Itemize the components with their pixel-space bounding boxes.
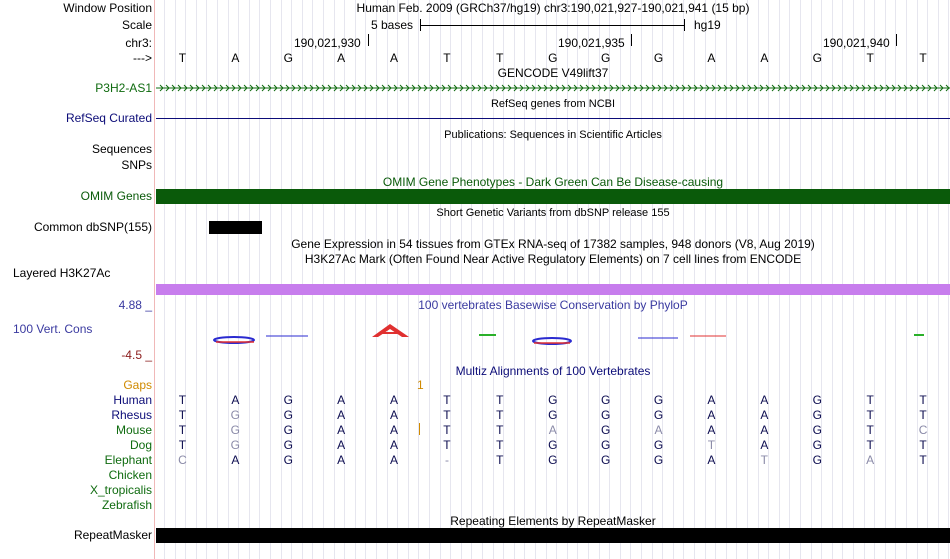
conservation-glyph-G2: [533, 338, 571, 344]
coord-tick-2: [631, 34, 632, 46]
alignment-base: T: [496, 408, 504, 422]
alignment-base: A: [390, 393, 399, 407]
repeatmasker-feature[interactable]: [156, 528, 950, 543]
alignment-base: A: [760, 438, 769, 452]
species-label-elephant[interactable]: Elephant: [104, 453, 152, 467]
alignment-base: T: [496, 438, 504, 452]
alignment-base: G: [548, 408, 558, 422]
coord-label-1: 190,021,930: [294, 36, 361, 50]
alignment-base: A: [707, 408, 716, 422]
dna-base: G: [548, 51, 558, 65]
omim-gene-feature[interactable]: [156, 189, 950, 204]
alignment-base: G: [600, 423, 611, 437]
alignment-base: T: [443, 393, 451, 407]
coord-tick-1: [368, 34, 369, 46]
coord-label-2: 190,021,935: [558, 36, 625, 50]
dna-base: A: [390, 51, 399, 65]
alignment-base: T: [866, 408, 874, 422]
scale-label: Scale: [121, 18, 152, 32]
mouse-insertion-marker: [419, 423, 420, 435]
alignment-base: A: [390, 423, 399, 437]
alignment-base: G: [230, 438, 241, 452]
repeatmasker-label[interactable]: RepeatMasker: [73, 528, 152, 542]
alignment-base: A: [337, 453, 346, 467]
scale-db-label: hg19: [694, 18, 721, 32]
alignment-base: T: [919, 453, 927, 467]
alignment-base: A: [548, 423, 557, 437]
refseq-track-title: RefSeq genes from NCBI: [490, 98, 616, 110]
alignment-base: A: [866, 453, 875, 467]
alignment-base: A: [760, 393, 769, 407]
dna-base: G: [812, 51, 822, 65]
alignment-base: G: [283, 393, 293, 407]
alignment-base: T: [496, 453, 504, 467]
alignment-base: G: [548, 453, 558, 467]
dna-base: A: [337, 51, 346, 65]
alignment-base: T: [707, 438, 716, 452]
alignment-base: T: [443, 438, 451, 452]
alignment-base: G: [812, 453, 822, 467]
publications-track-title: Publications: Sequences in Scientific Articles: [444, 129, 662, 141]
alignment-base: G: [653, 453, 664, 467]
dna-base: G: [283, 51, 293, 65]
alignment-base: G: [600, 438, 611, 452]
alignment-base: A: [231, 453, 240, 467]
alignment-base: A: [337, 423, 346, 437]
alignment-base: A: [337, 438, 346, 452]
alignment-base: C: [918, 423, 928, 437]
conservation-glyph-A: [372, 324, 409, 337]
alignment-base: G: [548, 393, 558, 407]
gencode-gene-label[interactable]: P3H2-AS1: [95, 81, 152, 95]
dbsnp-variant-feature[interactable]: [209, 221, 262, 234]
window-position-label: Window Position: [63, 1, 152, 15]
alignment-base: G: [283, 438, 293, 452]
dna-base: A: [231, 51, 240, 65]
alignment-base: G: [812, 393, 822, 407]
repeatmasker-track-title: Repeating Elements by RepeatMasker: [450, 514, 656, 528]
alignment-base: T: [866, 438, 874, 452]
alignment-base: A: [707, 393, 716, 407]
dna-base: T: [919, 51, 927, 65]
coord-label-3: 190,021,940: [823, 36, 890, 50]
label-divider: [154, 0, 155, 559]
species-label-x_tropicalis[interactable]: X_tropicalis: [89, 483, 152, 497]
alignment-base: T: [178, 438, 187, 452]
omim-genes-label[interactable]: OMIM Genes: [80, 189, 152, 203]
dna-base: A: [707, 51, 716, 65]
alignment-base: T: [178, 423, 187, 437]
alignment-base: T: [866, 393, 874, 407]
conservation-min-label: -4.5 _: [121, 348, 152, 362]
snps-label[interactable]: SNPs: [121, 158, 152, 172]
alignment-base: A: [390, 408, 399, 422]
species-label-zebrafish[interactable]: Zebrafish: [101, 498, 152, 512]
alignment-base: G: [283, 423, 293, 437]
alignment-base: G: [812, 438, 822, 452]
conservation-max-label: 4.88 _: [118, 298, 152, 312]
gtex-track-title: Gene Expression in 54 tissues from GTEx RNA-seq of 17382 samples, 948 donors (V8, Aug 2019): [291, 237, 815, 251]
assembly-position-text: Human Feb. 2009 (GRCh37/hg19) chr3:190,021,927-190,021,941 (15 bp): [356, 1, 750, 15]
alignment-base: G: [653, 408, 664, 422]
alignment-base: G: [600, 393, 611, 407]
alignment-base: T: [760, 453, 769, 467]
dbsnp-track-title: Short Genetic Variants from dbSNP release 155: [436, 207, 670, 219]
alignment-base: T: [178, 408, 187, 422]
alignment-base: G: [548, 438, 558, 452]
conservation-plot[interactable]: [156, 318, 950, 348]
chrom-label: chr3:: [125, 36, 152, 50]
alignment-base: T: [496, 393, 504, 407]
alignment-base: G: [653, 393, 664, 407]
alignment-base: G: [812, 423, 822, 437]
alignment-base: A: [654, 423, 663, 437]
alignment-base: G: [230, 408, 241, 422]
alignment-base: A: [760, 423, 769, 437]
species-label-dog[interactable]: Dog: [129, 438, 152, 452]
species-label-chicken[interactable]: Chicken: [108, 468, 152, 482]
coord-tick-3: [896, 34, 897, 46]
dna-base: T: [178, 51, 187, 65]
alignment-base: A: [390, 438, 399, 452]
alignment-base: A: [390, 453, 399, 467]
alignment-base: A: [337, 408, 346, 422]
alignment-base: T: [496, 423, 504, 437]
alignment-base: T: [443, 408, 451, 422]
scale-bar: [420, 25, 684, 26]
gaps-label[interactable]: Gaps: [123, 378, 152, 392]
common-dbsnp-label[interactable]: Common dbSNP(155): [33, 220, 152, 234]
dna-base: T: [866, 51, 874, 65]
alignment-base: -: [444, 453, 449, 467]
scale-bar-text: 5 bases: [371, 18, 414, 32]
gencode-gene-feature[interactable]: [156, 81, 950, 95]
alignment-base: T: [443, 423, 451, 437]
alignment-base: T: [866, 423, 874, 437]
gap-count-marker: 1: [417, 378, 424, 392]
scale-bar-right-end: [684, 19, 685, 31]
omim-track-title: OMIM Gene Phenotypes - Dark Green Can Be Disease-causing: [382, 175, 724, 189]
alignment-base: G: [812, 408, 822, 422]
alignment-base: G: [653, 438, 664, 452]
dna-base: T: [443, 51, 451, 65]
dna-base: A: [760, 51, 769, 65]
refseq-curated-label[interactable]: RefSeq Curated: [65, 111, 152, 125]
alignment-base: G: [283, 453, 293, 467]
alignment-base: G: [283, 408, 293, 422]
species-label-human[interactable]: Human: [113, 393, 152, 407]
h3k27ac-track-title: H3K27Ac Mark (Often Found Near Active Regulatory Elements) on 7 cell lines from ENCODE: [304, 252, 802, 266]
alignment-base: G: [230, 423, 241, 437]
alignment-base: A: [231, 393, 240, 407]
alignment-base: C: [178, 453, 187, 467]
alignment-base: T: [178, 393, 187, 407]
alignment-base: T: [919, 393, 927, 407]
h3k27ac-signal-band[interactable]: [156, 284, 950, 295]
vert-cons-label[interactable]: 100 Vert. Cons: [13, 322, 93, 336]
gencode-track-title: GENCODE V49lift37: [497, 66, 609, 80]
alignment-base: T: [919, 438, 927, 452]
species-label-rhesus[interactable]: Rhesus: [111, 408, 152, 422]
alignment-base: G: [600, 408, 611, 422]
alignment-base: T: [919, 408, 927, 422]
conservation-glyph-G1: [214, 337, 254, 343]
species-label-mouse[interactable]: Mouse: [115, 423, 152, 437]
multiz-track-title: Multiz Alignments of 100 Vertebrates: [455, 364, 651, 378]
alignment-base: A: [707, 453, 716, 467]
layered-h3k27ac-label[interactable]: Layered H3K27Ac: [13, 266, 111, 280]
strand-arrow-label: --->: [133, 51, 152, 65]
publications-sequences-label[interactable]: Sequences: [91, 142, 152, 156]
alignment-base: G: [600, 453, 611, 467]
alignment-base: A: [707, 423, 716, 437]
alignment-base: A: [337, 393, 346, 407]
dna-base: T: [496, 51, 504, 65]
dna-base: G: [653, 51, 664, 65]
conservation-track-title: 100 vertebrates Basewise Conservation by PhyloP: [418, 298, 688, 312]
refseq-feature-line[interactable]: [156, 118, 950, 119]
alignment-base: A: [760, 408, 769, 422]
dna-base: G: [600, 51, 611, 65]
